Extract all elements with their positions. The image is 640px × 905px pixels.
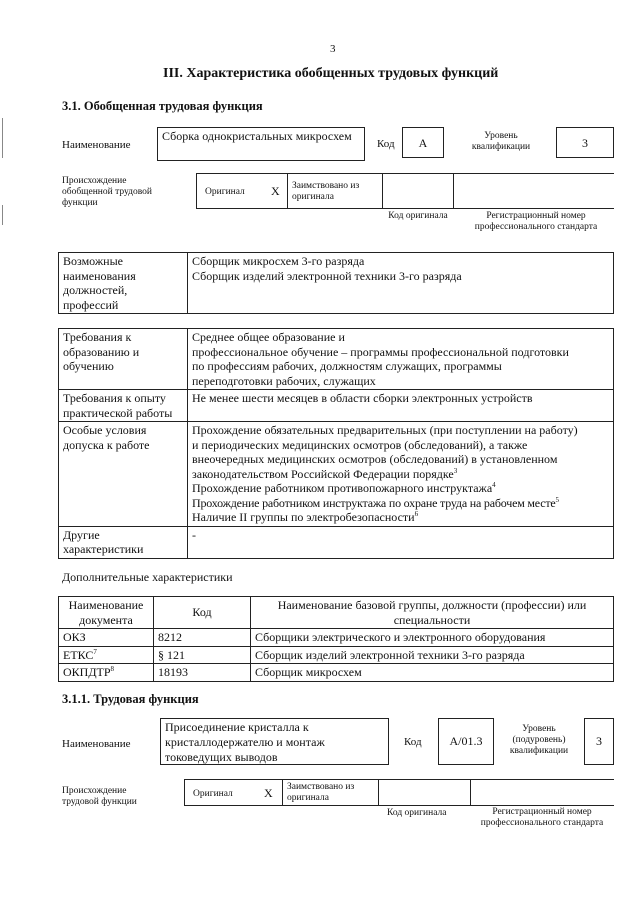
tf-original-mark: X [264,786,273,800]
extra-name: Сборщик изделий электронной техники 3-го разряда [251,646,614,664]
extra-doc: ЕТКС$^7$ [59,646,154,664]
tf-origin-sep-3 [470,779,471,806]
positions-values [188,253,614,314]
tf-origin-table [184,779,614,806]
position-item: Сборщик микросхем 3-го разряда [192,254,365,268]
experience-label: Требования к опыту практической работы [59,390,188,422]
special-label: Особые условия допуска к работе [59,422,188,527]
gtf-level-value: 3 [582,136,588,150]
table-row [59,646,614,664]
tf-level-value: 3 [596,734,602,748]
tf-code-value: A/01.3 [449,734,483,748]
extra-code: 8212 [154,629,251,647]
education-line: Среднее общее образование и [192,330,345,344]
tf-name-box [160,718,389,765]
gtf-code-value: A [418,136,428,150]
positions-label: Возможные наименования должностей, профессий [59,253,188,314]
education-line: по профессиям рабочих, должностям служащих, программы [192,359,502,373]
tf-borrowed-label: Заимствовано из оригинала [287,782,355,803]
special-line: Прохождение обязательных предварительных (при поступлении на работу) [192,423,578,437]
tf-name-line: токоведущих выводов [165,750,278,764]
extra-doc: ОКЗ [59,629,154,647]
tf-name-line: кристаллодержателю и монтаж [165,735,325,749]
gtf-original-label: Оригинал [205,187,245,197]
requirements-table [58,328,614,559]
tf-heading: 3.1.1. Трудовая функция [62,692,199,706]
special-line: законодательством Российской Федерации порядке [192,466,454,481]
gtf-name-box [157,127,365,161]
fire-safety-line [192,481,609,496]
gtf-level-box [556,127,614,158]
gtf-origin-table [196,173,614,209]
fire-safety-text: Прохождение работником противопожарного инструктажа [192,481,493,495]
positions-table [58,252,614,314]
footnote-mark: 5 [555,495,559,504]
extra-col-doc: Наименование документа [59,597,154,629]
gtf-origin-sep-2 [382,173,383,209]
tf-name-label: Наименование [62,738,131,750]
education-values [188,329,614,390]
tf-level-box [584,718,614,765]
table-row [59,629,614,647]
electro-safety-text: Наличие II группы по электробезопасности [192,510,415,524]
scan-edge-mark [2,205,3,225]
tf-code-label: Код [404,736,422,748]
gtf-code-original-label: Код оригинала [388,211,448,221]
footnote-mark: 4 [492,481,496,489]
special-line: и периодических медицинских осмотров (обследований), а также [192,437,528,452]
gtf-origin-sep-3 [453,173,454,209]
gtf-reg-number-label: Регистрационный номер профессионального стандарта [474,211,598,232]
extra-name: Сборщик микросхем [251,664,614,682]
position-item: Сборщик изделий электронной техники 3-го разряда [192,268,462,283]
special-line: внеочередных медицинских осмотров (обследований) в установленном [192,452,558,466]
other-label: Другие характеристики [59,526,188,558]
tf-name-line: Присоединение кристалла к [165,720,309,734]
extra-code: § 121 [154,646,251,664]
extra-table [58,596,614,682]
labor-safety-line [192,496,609,511]
electro-safety-line [192,510,609,525]
education-label: Требования к образованию и обучению [59,329,188,390]
labor-safety-text: Прохождение работником инструктажа по охране труда на рабочем месте [192,495,556,510]
education-line: профессиональное обучение – программы профессиональной подготовки [192,344,569,359]
gtf-code-box [402,127,444,158]
tf-level-label: Уровень (подуровень) квалификации [509,724,569,756]
extra-col-name: Наименование базовой группы, должности (профессии) или специальности [251,597,614,629]
extra-code: 18193 [154,664,251,682]
extra-col-code: Код [154,597,251,629]
tf-code-original-label: Код оригинала [387,808,447,818]
page-number: 3 [330,43,336,55]
special-values [188,422,614,527]
scan-edge-mark [2,118,3,158]
experience-value: Не менее шести месяцев в области сборки электронных устройств [188,390,614,422]
gtf-original-mark: X [271,184,280,198]
other-value: - [188,526,614,558]
tf-reg-number-label: Регистрационный номер профессионального стандарта [480,807,604,828]
extra-heading: Дополнительные характеристики [62,570,233,584]
gtf-level-label: Уровень квалификации [471,131,531,152]
tf-code-box [438,718,494,765]
tf-origin-sep-1 [282,779,283,806]
gtf-origin-label: Происхождение обобщенной трудовой функции [62,176,152,208]
footnote-mark: 3 [453,466,458,475]
gtf-name-value: Сборка однокристальных микросхем [162,129,352,143]
table-row [59,664,614,682]
education-line: переподготовки рабочих, служащих [192,373,376,388]
footnote-mark: 6 [414,510,419,518]
section-title: III. Характеристика обобщенных трудовых функций [163,66,499,81]
tf-original-label: Оригинал [193,789,233,799]
gtf-heading: 3.1. Обобщенная трудовая функция [62,99,263,113]
gtf-borrowed-label: Заимствовано из оригинала [292,181,360,202]
tf-origin-label: Происхождение трудовой функции [62,786,137,807]
extra-name: Сборщики электрического и электронного оборудования [251,629,614,647]
gtf-name-label: Наименование [62,139,131,151]
gtf-origin-sep-1 [287,173,288,209]
extra-doc: ОКПДТР$^8$ [59,664,154,682]
special-line-with-footnote [192,467,609,482]
gtf-code-label: Код [377,138,395,150]
tf-origin-sep-2 [378,779,379,806]
